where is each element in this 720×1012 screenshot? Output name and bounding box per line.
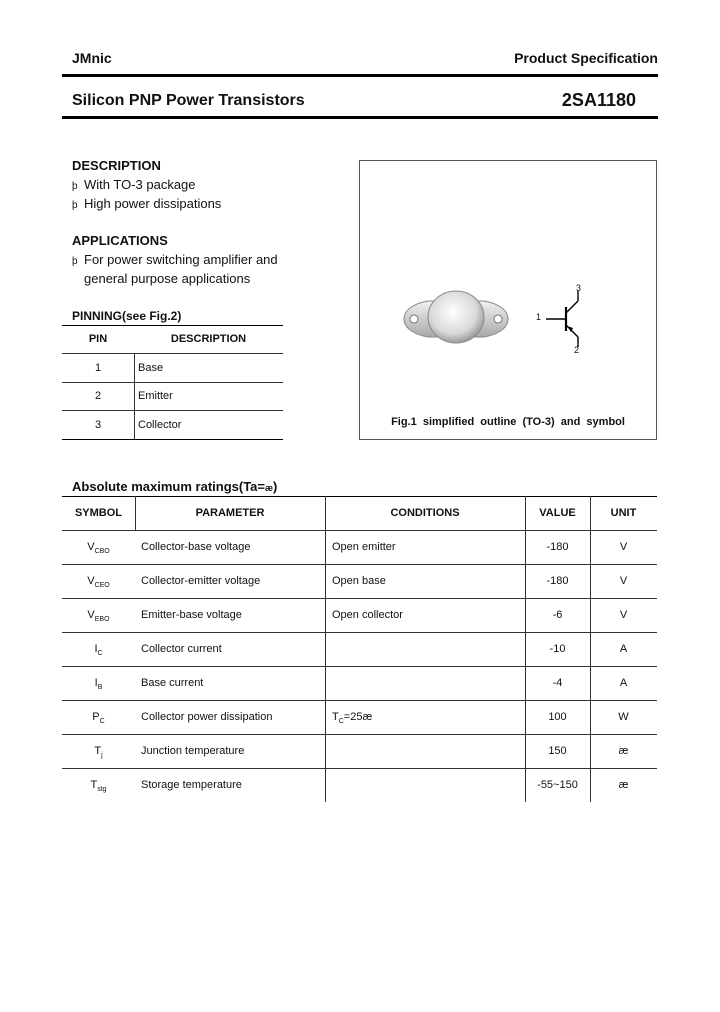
rating-parameter: Junction temperature [141, 745, 245, 757]
doc-type: Product Specification [514, 50, 658, 66]
pin-description: Base [138, 362, 164, 374]
col-header-symbol: SYMBOL [74, 507, 123, 519]
pin-col-header: PIN [88, 333, 108, 345]
description-item: þ With TO-3 package [72, 177, 196, 192]
ratings-rule [62, 734, 657, 735]
rating-symbol: $V_{CEO}$ [87, 575, 110, 590]
rating-symbol: $T_{stg}$ [90, 779, 107, 794]
col-header-unit: UNIT [610, 507, 637, 519]
header-rule-top [62, 74, 658, 77]
rating-parameter: Collector-base voltage [141, 541, 251, 553]
rating-unit: V [619, 609, 628, 621]
header-rule-bottom [62, 116, 658, 119]
rating-value: -10 [549, 643, 566, 655]
pinning-rule [62, 410, 283, 411]
ratings-rule [62, 768, 657, 769]
applications-item-cont: general purpose applications [84, 271, 251, 286]
rating-symbol: $I_C$ [94, 643, 103, 658]
rating-symbol: $V_{EBO}$ [87, 609, 110, 624]
ratings-rule [62, 564, 657, 565]
rating-symbol: $T_j$ [94, 745, 103, 760]
rating-unit: A [619, 677, 628, 689]
degree-symbol: æ [265, 483, 274, 493]
rating-unit: V [619, 575, 628, 587]
rating-symbol: $P_C$ [92, 711, 105, 726]
rating-value: -6 [552, 609, 563, 621]
rating-condition: Open collector [332, 609, 403, 621]
pinning-col-divider [134, 353, 135, 439]
ratings-rule [62, 666, 657, 667]
rating-value: -180 [546, 541, 569, 553]
page-title: Silicon PNP Power Transistors [72, 92, 305, 109]
symbol-pin-collector: 3 [576, 283, 582, 293]
ratings-col-divider [325, 496, 326, 802]
rating-unit: V [619, 541, 628, 553]
rating-value: -55~150 [537, 779, 578, 791]
pinning-rule [62, 382, 283, 383]
desc-col-header: DESCRIPTION [170, 333, 247, 345]
pinning-rule-bottom [62, 439, 283, 440]
rating-value: 150 [548, 745, 567, 757]
applications-heading: APPLICATIONS [72, 233, 168, 248]
pin-description: Collector [138, 419, 182, 431]
pinning-heading: PINNING(see Fig.2) [72, 309, 182, 323]
symbol-pin-base: 1 [536, 312, 542, 322]
ratings-heading: Absolute maximum ratings(Ta=æ) [72, 479, 278, 494]
rating-unit: æ [618, 779, 629, 791]
rating-condition: $T_C=25æ$ [332, 711, 373, 726]
rating-parameter: Collector current [141, 643, 222, 655]
symbol-pin-emitter: 2 [574, 345, 580, 355]
rating-condition: Open emitter [332, 541, 396, 553]
description-item: þ High power dissipations [72, 196, 222, 211]
ratings-rule [62, 632, 657, 633]
rating-value: -180 [546, 575, 569, 587]
pinning-rule-top [62, 325, 283, 326]
rating-parameter: Emitter-base voltage [141, 609, 242, 621]
ratings-rule [62, 530, 657, 531]
bullet-mark: þ [72, 200, 78, 211]
rating-condition: Open base [332, 575, 386, 587]
pin-number: 1 [94, 362, 102, 374]
ratings-rule-top [62, 496, 657, 497]
bullet-mark: þ [72, 256, 78, 267]
pin-number: 2 [94, 390, 102, 402]
pin-description: Emitter [138, 390, 173, 402]
bullet-mark: þ [72, 181, 78, 192]
col-header-parameter: PARAMETER [195, 507, 265, 519]
rating-unit: A [619, 643, 628, 655]
figure-box [359, 160, 657, 440]
part-number: 2SA1180 [561, 90, 636, 110]
ratings-rule [62, 700, 657, 701]
rating-value: 100 [548, 711, 567, 723]
col-header-conditions: CONDITIONS [390, 507, 460, 519]
rating-value: -4 [552, 677, 563, 689]
description-heading: DESCRIPTION [72, 158, 161, 173]
figure-caption: Fig.1 simplified outline (TO-3) and symbol [391, 416, 625, 428]
rating-parameter: Base current [141, 677, 204, 689]
pin-number: 3 [94, 419, 102, 431]
rating-parameter: Collector-emitter voltage [141, 575, 261, 587]
rating-symbol: $I_B$ [94, 677, 103, 692]
applications-item: þ For power switching amplifier and [72, 252, 278, 267]
rating-symbol: $V_{CBO}$ [87, 541, 110, 556]
company-name: JMnic [72, 50, 112, 66]
pinning-rule [62, 353, 283, 354]
rating-parameter: Storage temperature [141, 779, 242, 791]
ratings-rule [62, 598, 657, 599]
rating-parameter: Collector power dissipation [141, 711, 273, 723]
rating-unit: W [618, 711, 629, 723]
rating-unit: æ [618, 745, 629, 757]
to3-package-image [396, 279, 516, 359]
col-header-value: VALUE [539, 507, 576, 519]
